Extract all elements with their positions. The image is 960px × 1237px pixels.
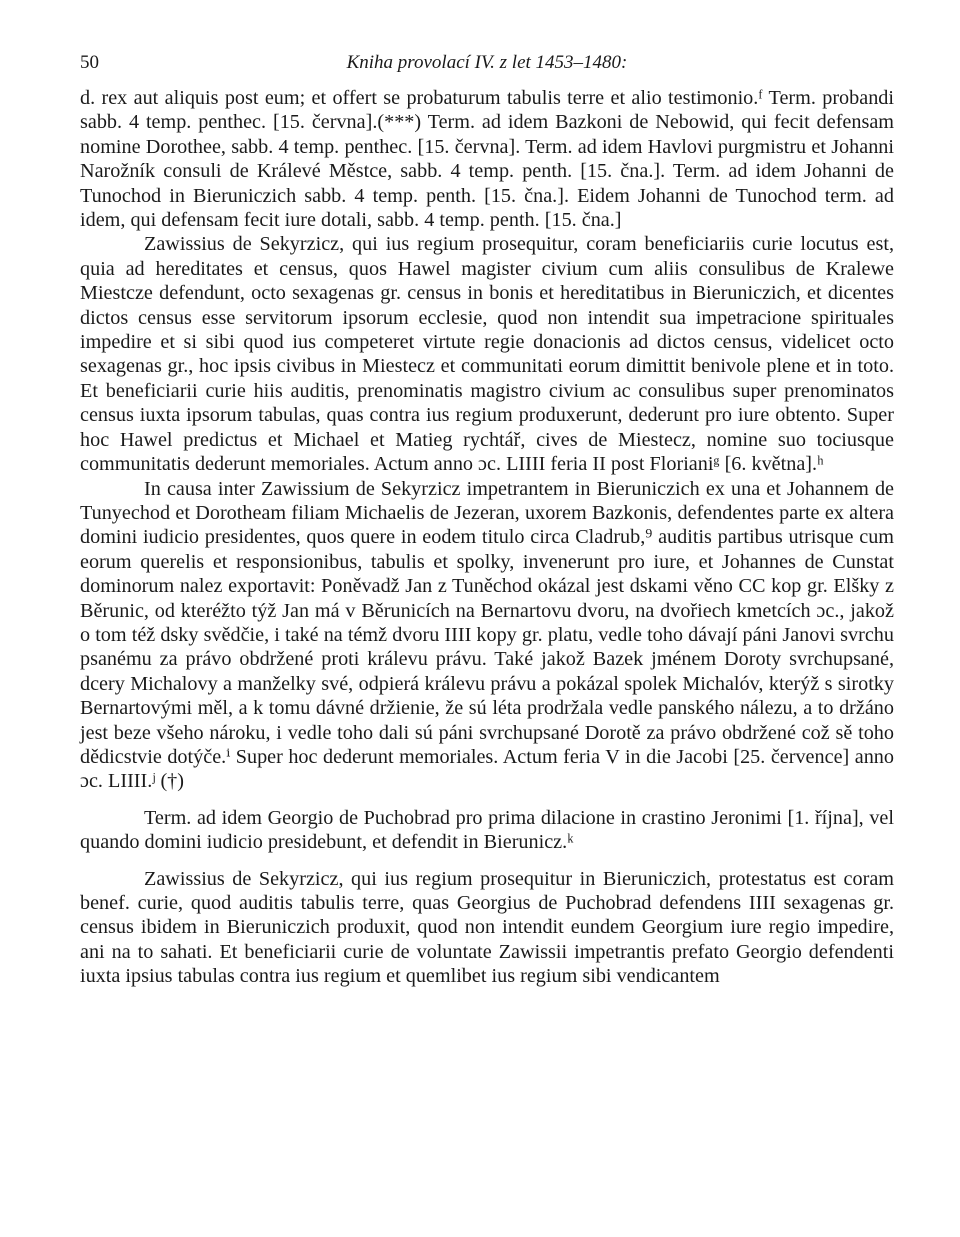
page-number: 50: [80, 52, 99, 73]
paragraph-term-georgio: Term. ad idem Georgio de Puchobrad pro prima dilacione in crastino Jeronimi [1. října], vel quando domini iudicio presidebunt, et defendit in Bierunicz.ᵏ: [80, 806, 894, 854]
document-page: [80, 52, 894, 989]
paragraph-causa: In causa inter Zawissium de Sekyrzicz impetrantem in Bieruniczich ex una et Johannem de Tunyechod et Dorotheam filiam Michaelis de Jezeran, uxorem Bazkonis, defendentes parte ex altera domini iudicio presidentes, quos quere in eodem titulo circa Cladrub,⁹ auditis partibus utrisque cum eorum querelis et responsionibus, tabulis et spolky, invenerunt pro iure, et Johannes de Cunstat dominorum nalez exportavit: Poněvadž Jan z Tuněchod okázal jest dskami věno CC kop gr. Elšky z Běrunic, od kteréžto týž Jan má v Běrunicích na Bernartovu dvoru, na dvořiech kmetcích ɔc., jakož o tom též dsky svědčie, i také na témž dvoru IIII kopy gr. platu, vedle toho dávají páni Janovi svrchu psanému za právo obdržené proti králevu právu. Také jakož Bazek jménem Doroty svrchupsané, dcery Michalovy a manželky své, odpierá králevu právu a pokázal spolek Michalóv, kterýž s sirotky Bernartovými měl, a k tomu dávné držienie, že sú léta prodržala vedle panského nálezu, a to držáno jest beze všeho nároku, i vedle toho dali sú páni svrchupsané Dorotě za právo obdržené což sě toho dědicstvie dotýče.ⁱ Super hoc dederunt memoriales. Actum feria V in die Jacobi [25. července] anno ɔc. LIIII.ʲ (†): [80, 477, 894, 793]
paragraph-zawissius-1: Zawissius de Sekyrzicz, qui ius regium prosequitur, coram beneficiariis curie locutus est, quia ad hereditates et census, quos Hawel magister civium cum aliis consulibus de Kralewe Miestcze defendunt, octo sexagenas gr. census in bonis et hereditatibus in Bieruniczich, et dicentes dictos census esse servitorum ipsorum ecclesie, quod non intendit sua impetracione spirituales impedire et si sibi quod ius competeret virtute regie donacionis ad dictos census, videlicet octo sexagenas gr., hoc ipsis civibus in Miestecz et communitati eorum dimittit benivole plene et in toto. Et beneficiarii curie hiis auditis, prenominatis magistro civium ac consulibus super prenominatos census iuxta ipsorum tabulas, quas contra ius regium produxerunt, dederunt pro iure obtento. Super hoc Hawel predictus et Michael et Matieg rychtář, cives de Miestecz, nomine suo tociusque communitatis dederunt memoriales. Actum anno ɔc. LIIII feria II post Florianiᵍ [6. května].ʰ: [80, 233, 894, 476]
paragraph-gap: [80, 794, 894, 806]
paragraph-zawissius-2: Zawissius de Sekyrzicz, qui ius regium prosequitur in Bieruniczich, protestatus est coram benef. curie, quod auditis tabulis terre, quas Georgius de Puchobrad defendens IIII sexagenas gr. census ibidem in Bieruniczich produxit, quod non intendit eundem Georgium iure regio impedire, ani na to sahati. Et beneficiarii curie de voluntate Zawissii impetrantis prefato Georgio defendenti iuxta ipsius tabulas contra ius regium et quemlibet ius regium sibi vendicantem: [80, 867, 894, 988]
running-title: Kniha provolací IV. z let 1453–1480:: [346, 52, 628, 73]
paragraph-gap: [80, 855, 894, 867]
body-text: [80, 86, 894, 989]
paragraph-continuation: d. rex aut aliquis post eum; et offert se probaturum tabulis terre et alio testimonio.ᶠ Term. probandi sabb. 4 temp. penthec. [15. června].(***) Term. ad idem Bazkoni de Nebowid, qui fecit defensam nomine Dorothee, sabb. 4 temp. penthec. [15. června]. Term. ad idem Havlovi purgmistru et Johanni Narožník consuli de Králevé Městce, sabb. 4 temp. penth. [15. čna.]. Term. ad idem Johanni de Tunochod in Bieruniczich sabb. 4 temp. penth. [15. čna.]. Eidem Johanni de Tunochod term. ad idem, qui defensam fecit iure dotali, sabb. 4 temp. penth. [15. čna.]: [80, 87, 894, 232]
page-header: [80, 52, 894, 86]
